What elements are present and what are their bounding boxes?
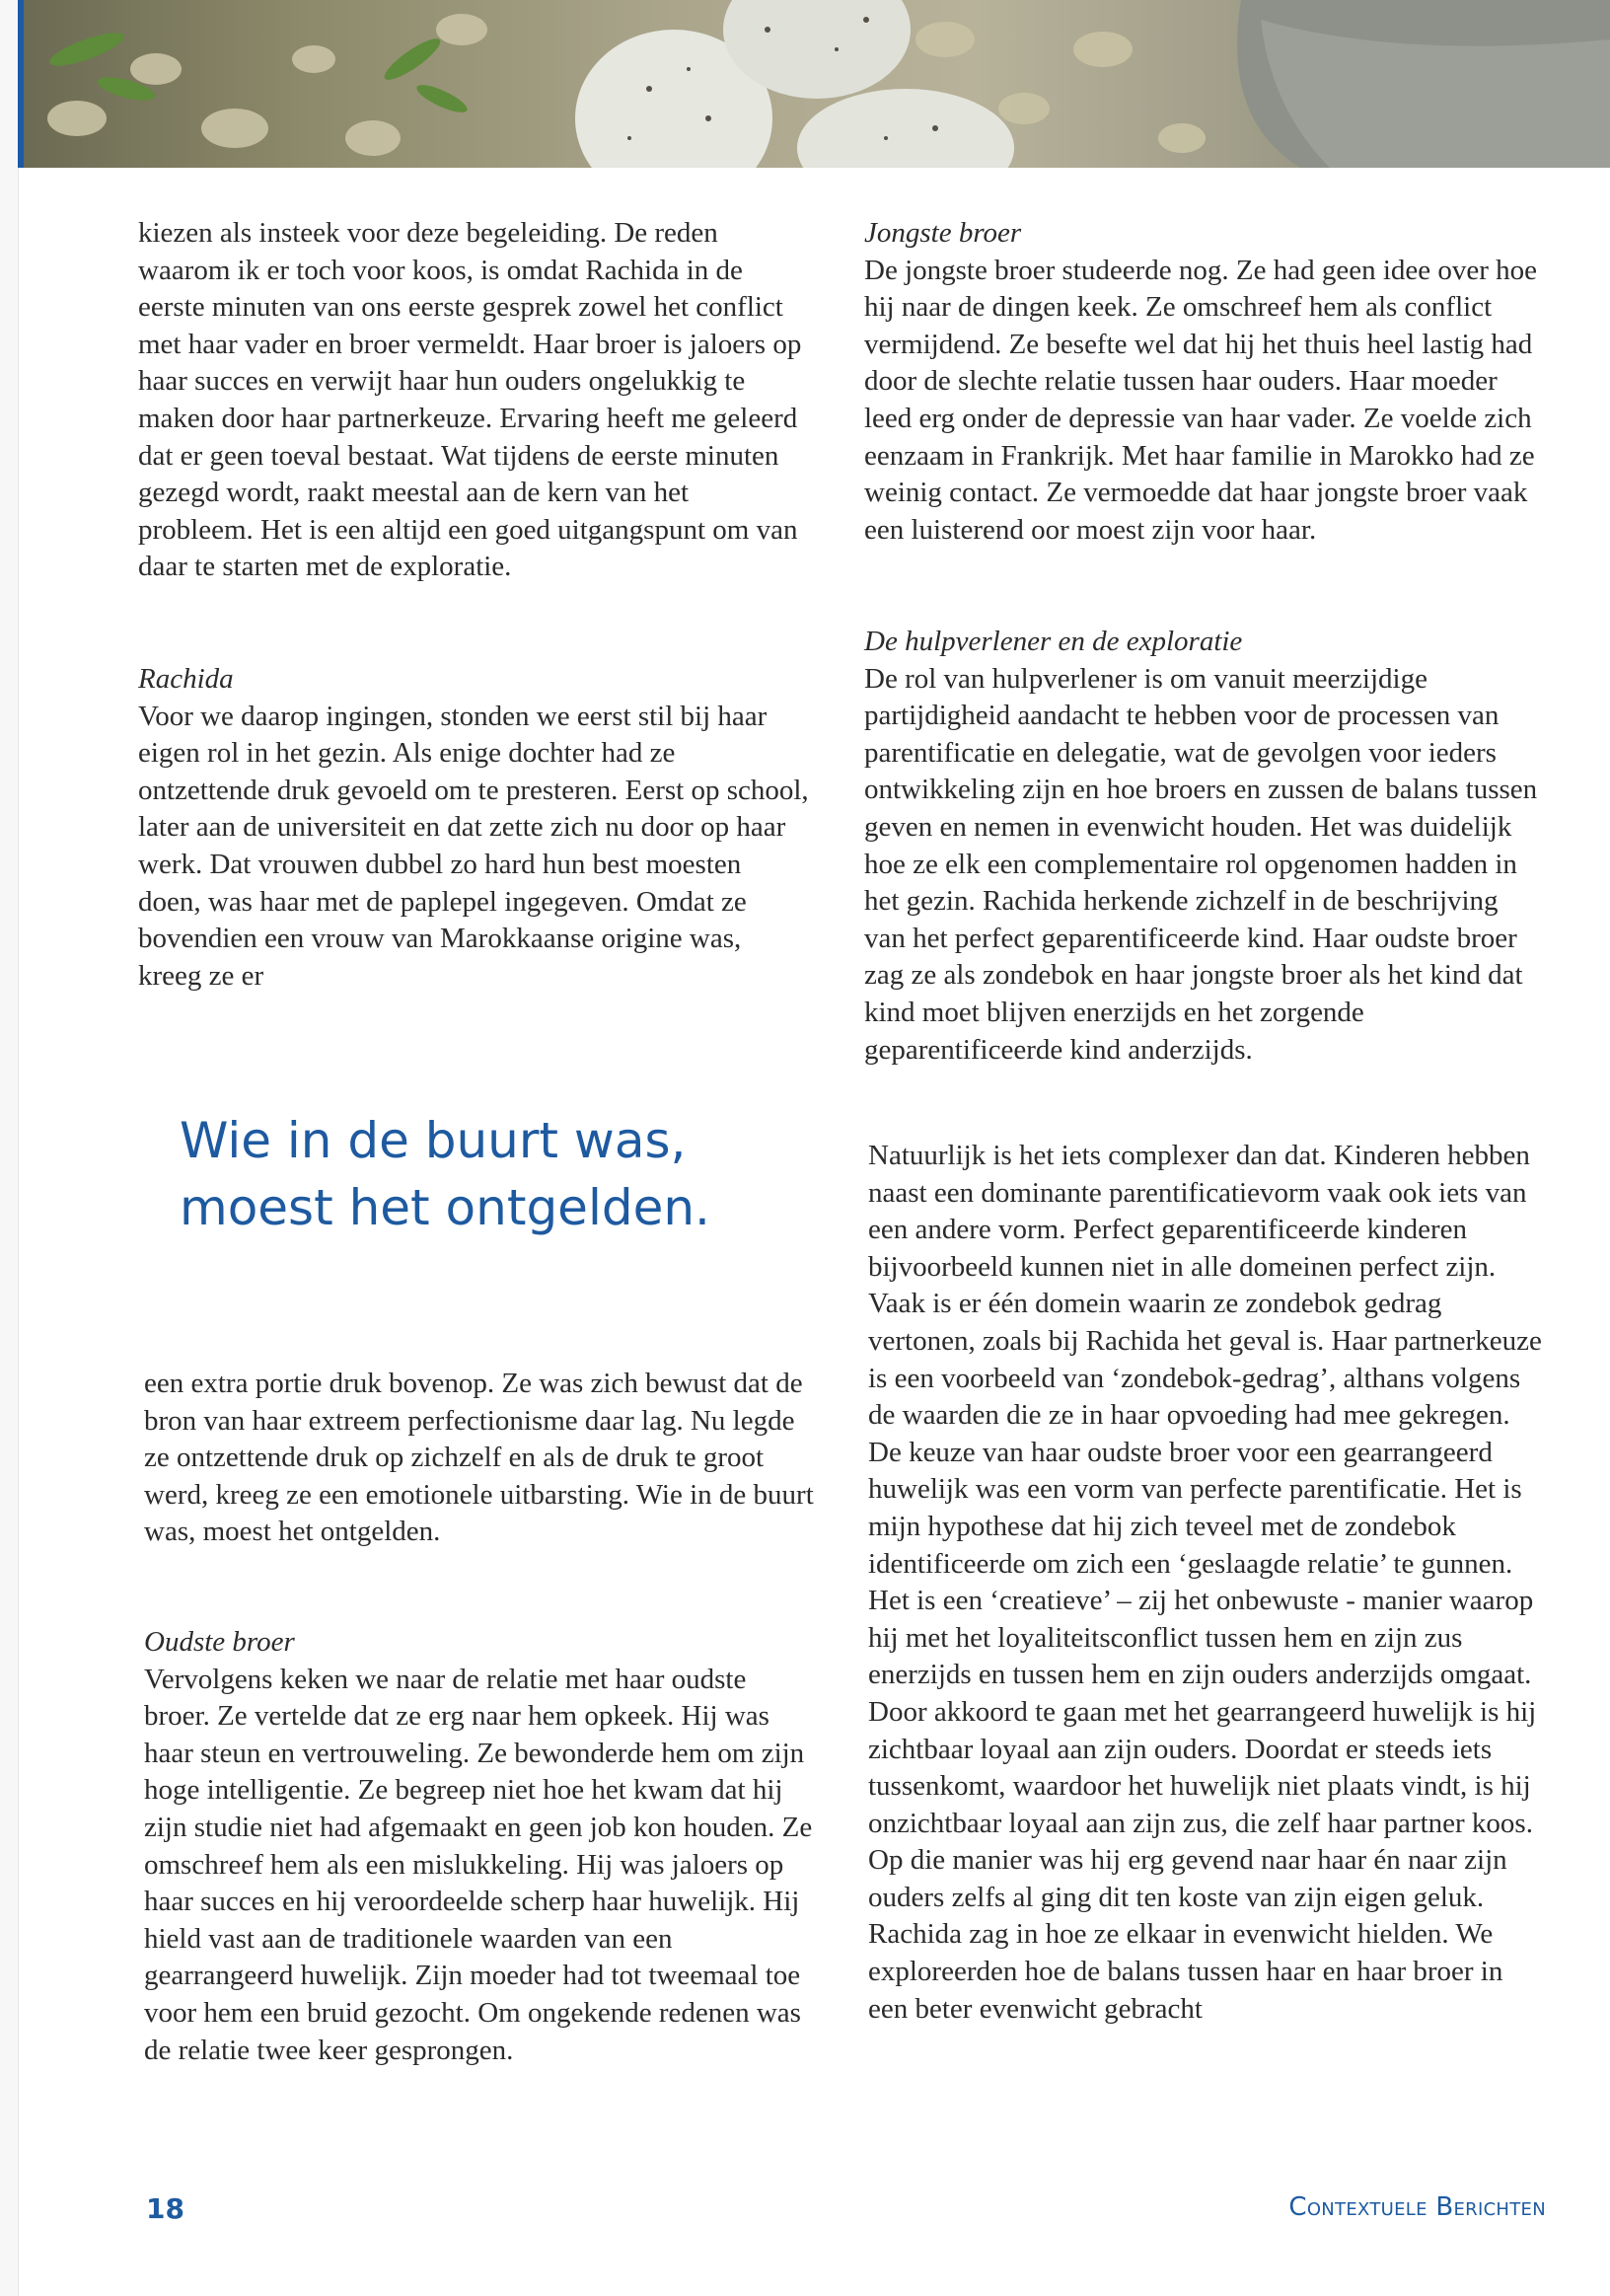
intro-paragraph: kiezen als insteek voor deze begeleiding. De reden waarom ik er toch voor koos, is omdat Rachida in de eerste minuten van ons eerste gesprek zowel het conflict met haar vader en broer vermeldt. Haar broer is jaloers op haar succes en verwijt haar hun ouders ongelukkig te maken door haar partnerkeuze. Ervaring heeft me geleerd dat er geen toeval bestaat. Wat tijdens de eerste minuten gezegd wordt, raakt meestal aan de kern van het probleem. Het is een altijd een goed uitgangspunt om van daar te starten met de exploratie.	[138, 217, 802, 583]
header-photo-illustration	[18, 0, 1610, 168]
pull-quote-line-2: moest het ontgelden.	[180, 1179, 710, 1236]
oudste-broer-section	[144, 1624, 815, 2069]
jongste-broer-paragraph: De jongste broer studeerde nog. Ze had geen idee over hoe hij naar de dingen keek. Ze omschreef hem als conflict vermijdend. Ze besefte wel dat hij het thuis heel lastig had door de slechte relatie tussen haar ouders. Haar moeder leed erg onder de depressie van haar vader. Ze voelde zich eenzaam in Frankrijk. Met haar familie in Marokko had ze weinig contact. Ze vermoedde dat haar jongste broer vaak een luisterend oor moest zijn voor haar.	[864, 254, 1538, 546]
left-column-continued	[144, 1366, 815, 1551]
header-photo-eggs	[18, 0, 1610, 168]
jongste-broer-heading: Jongste broer	[864, 217, 1022, 249]
page-binding-edge	[0, 0, 19, 2296]
rachida-paragraph: Voor we daarop ingingen, stonden we eerst stil bij haar eigen rol in het gezin. Als enige dochter had ze ontzettende druk gevoeld om te presteren. Eerst op school, later aan de universiteit en dat zette zich nu door op haar werk. Dat vrouwen dubbel zo hard hun best moesten doen, was haar met de paplepel ingegeven. Omdat ze bovendien een vrouw van Marokkaanse origine was, kreeg ze er	[138, 700, 809, 992]
rachida-section	[138, 661, 809, 995]
pull-quote-line-1: Wie in de buurt was,	[180, 1112, 687, 1169]
hulpverlener-paragraph: De rol van hulpverlener is om vanuit meerzijdige partijdigheid aandacht te hebben voor de processen van parentificatie en delegatie, wat de gevolgen voor ieders ontwikkeling zijn en hoe broers en zussen de balans tussen geven en nemen in evenwicht houden. Het was duidelijk hoe ze elk een complementaire rol opgenomen hadden in het gezin. Rachida herkende zichzelf in de beschrijving van het perfect geparentificeerde kind. Haar oudste broer zag ze als zondebok en haar jongste broer als het kind dat kind moet blijven enerzijds en het zorgende geparentificeerde kind anderzijds.	[864, 662, 1538, 1066]
page-number: 18	[146, 2192, 184, 2225]
rachida-heading: Rachida	[138, 663, 234, 695]
left-column-intro	[138, 215, 809, 586]
jongste-broer-section	[864, 215, 1545, 549]
natuurlijk-section	[868, 1138, 1549, 2028]
hulpverlener-heading: De hulpverlener en de exploratie	[864, 626, 1243, 657]
pull-quote	[180, 1107, 791, 1241]
oudste-broer-paragraph: Vervolgens keken we naar de relatie met haar oudste broer. Ze vertelde dat ze erg naar hem opkeek. Hij was haar steun en vertrouweling. Ze bewonderde hem om zijn hoge intelligentie. Ze begreep niet hoe het kwam dat hij zijn studie niet had afgemaakt en geen job kon houden. Ze omschreef hem als een mislukkeling. Hij was jaloers op haar succes en hij veroordeelde scherp haar huwelijk. Hij hield vast aan de traditionele waarden van een gearrangeerd huwelijk. Zijn moeder had tot tweemaal toe voor hem een bruid gezocht. Om ongekende redenen was de relatie twee keer gesprongen.	[144, 1663, 813, 2066]
oudste-broer-heading: Oudste broer	[144, 1626, 295, 1658]
continued-paragraph: een extra portie druk bovenop. Ze was zich bewust dat de bron van haar extreem perfectionisme daar lag. Nu legde ze ontzettende druk op zichzelf en als de druk te groot werd, kreeg ze een emotionele uitbarsting. Wie in de buurt was, moest het ontgelden.	[144, 1368, 814, 1548]
header-blue-accent	[18, 0, 24, 168]
natuurlijk-paragraph: Natuurlijk is het iets complexer dan dat. Kinderen hebben naast een dominante parentificatievorm vaak ook iets van een andere vorm. Perfect geparentificeerde kinderen bijvoorbeeld kunnen niet in alle domeinen perfect zijn. Vaak is er één domein waarin ze zondebok gedrag vertonen, zoals bij Rachida het geval is. Haar partnerkeuze is een voorbeeld van ‘zondebok-gedrag’, althans volgens de waarden die ze in haar opvoeding had mee gekregen. De keuze van haar oudste broer voor een gearrangeerd huwelijk was een vorm van perfecte parentificatie. Het is mijn hypothese dat hij zich teveel met de zondebok identificeerde om zich een ‘geslaagde relatie’ te gunnen. Het is een ‘creatieve’ – zij het onbewuste - manier waarop hij met het loyaliteitsconflict tussen hem en zijn zus enerzijds en tussen hem en zijn ouders anderzijds omgaat. Door akkoord te gaan met het gearrangeerd huwelijk is hij zichtbaar loyaal aan zijn ouders. Doordat er steeds iets tussenkomt, waardoor het huwelijk niet plaats vindt, is hij onzichtbaar loyaal aan zijn zus, die zelf haar partner koos. Op die manier was hij erg gevend naar haar én naar zijn ouders zelfs al ging dit ten koste van zijn eigen geluk. Rachida zag in hoe ze elkaar in evenwicht hielden. We exploreerden hoe de balans tussen haar en haar broer in een beter evenwicht gebracht	[868, 1140, 1542, 2025]
magazine-name: Contextuele Berichten	[1288, 2192, 1546, 2222]
hulpverlener-section	[864, 624, 1545, 1069]
